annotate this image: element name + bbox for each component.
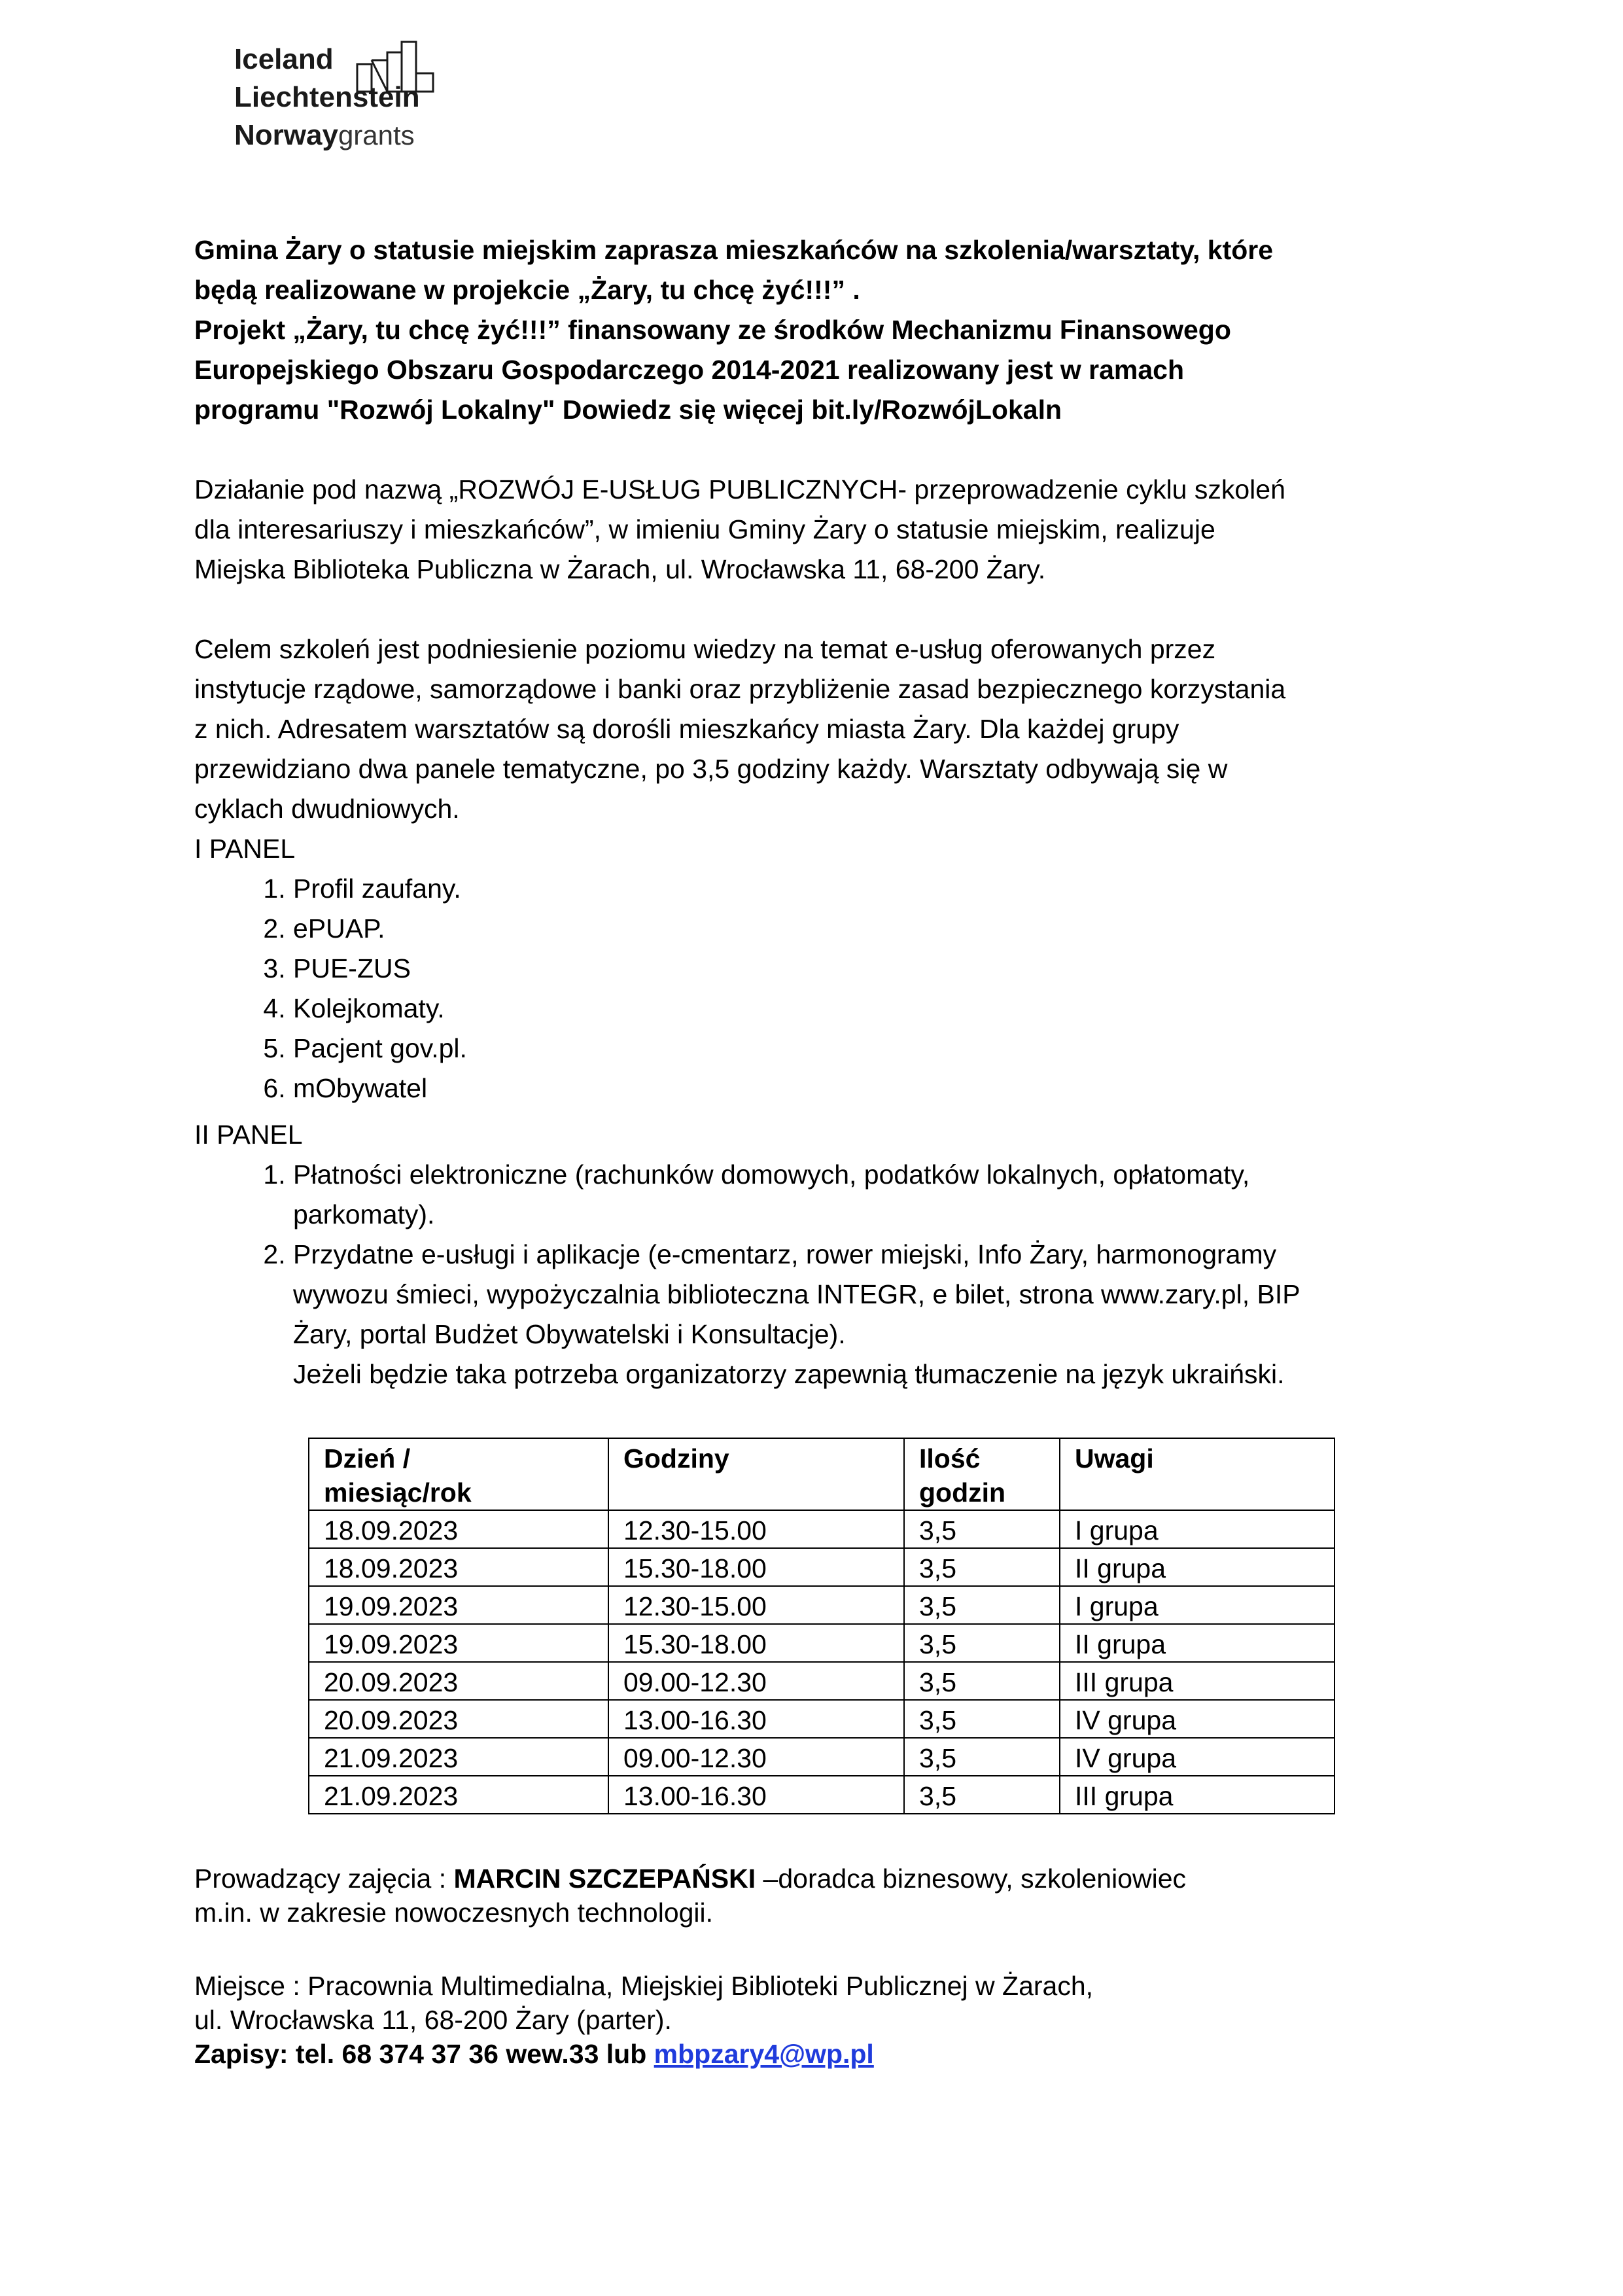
table-header-row: [309, 1438, 1335, 1510]
panel-2-title: II PANEL: [194, 1120, 303, 1150]
table-row: [309, 1510, 1335, 1548]
lecturer-name: MARCIN SZCZEPAŃSKI: [453, 1863, 756, 1894]
cell-hours: 09.00-12.30: [608, 1738, 904, 1776]
list-item: 2. ePUAP.: [293, 909, 1450, 949]
grants-mark-icon: [356, 41, 437, 93]
place-info: Miejsce : Pracownia Multimedialna, Miejskiej Biblioteki Publicznej w Żarach, ul. Wrocławska 11, 68-200 Żary (parter).: [194, 1971, 1094, 2035]
header-notes: Uwagi: [1060, 1438, 1335, 1510]
table-row: [309, 1548, 1335, 1586]
header-count: Ilość godzin: [904, 1438, 1060, 1510]
cell-notes: III grupa: [1060, 1662, 1335, 1700]
cell-count: 3,5: [904, 1624, 1060, 1662]
cell-count: 3,5: [904, 1510, 1060, 1548]
cell-notes: III grupa: [1060, 1776, 1335, 1814]
cell-date: 20.09.2023: [309, 1662, 608, 1700]
intro-paragraph: Gmina Żary o statusie miejskim zaprasza mieszkańców na szkolenia/warsztaty, które będą realizowane w projekcie „Żary, tu chcę żyć!!!” . Projekt „Żary, tu chcę żyć!!!” finansowany ze środków Mechanizmu Finansowego Europejskiego Obszaru Gospodarczego 2014-2021 realizowany jest w ramach programu "Rozwój Lokalny" Dowiedz się więcej bit.ly/RozwójLokaln: [194, 235, 1274, 425]
list-item: 2. Przydatne e-usługi i aplikacje (e-cmentarz, rower miejski, Info Żary, harmonogramy wywozu śmieci, wypożyczalnia biblioteczna INTEGR, e bilet, strona www.zary.pl, BIP Żary, portal Budżet Obywatelski i Konsultacje).: [293, 1235, 1450, 1354]
table-row: [309, 1700, 1335, 1738]
cell-hours: 15.30-18.00: [608, 1624, 904, 1662]
logo-line-norway: Norwaygrants: [234, 119, 415, 151]
cell-count: 3,5: [904, 1700, 1060, 1738]
list-item: 1. Profil zaufany.: [293, 869, 1450, 909]
logo-line-liechtenstein: Liechtenstein: [234, 81, 420, 113]
cell-count: 3,5: [904, 1738, 1060, 1776]
goal-paragraph: Celem szkoleń jest podniesienie poziomu wiedzy na temat e-usług oferowanych przez instytucje rządowe, samorządowe i banki oraz przybliżenie zasad bezpiecznego korzystania z nich. Adresatem warsztatów są dorośli mieszkańcy miasta Żary. Dla każdej grupy przewidziano dwa panele tematyczne, po 3,5 godziny każdy. Warsztaty odbywają się w cyklach dwudniowych.: [194, 634, 1286, 824]
cell-notes: I grupa: [1060, 1510, 1335, 1548]
list-item: 1. Płatności elektroniczne (rachunków domowych, podatków lokalnych, opłatomaty, parkomaty).: [293, 1155, 1450, 1235]
panel-2-list: [194, 1155, 1450, 1354]
cell-notes: I grupa: [1060, 1586, 1335, 1624]
list-item: 5. Pacjent gov.pl.: [293, 1029, 1450, 1069]
logo-line-iceland: Iceland: [234, 43, 334, 75]
table-row: [309, 1624, 1335, 1662]
cell-date: 21.09.2023: [309, 1776, 608, 1814]
cell-hours: 12.30-15.00: [608, 1586, 904, 1624]
translation-note: Jeżeli będzie taka potrzeba organizatorzy zapewnią tłumaczenie na język ukraiński.: [293, 1359, 1285, 1389]
eea-grants-logo: [234, 41, 444, 185]
list-item: 3. PUE-ZUS: [293, 949, 1450, 989]
table-row: [309, 1662, 1335, 1700]
cell-count: 3,5: [904, 1548, 1060, 1586]
email-link[interactable]: mbpzary4@wp.pl: [654, 2039, 874, 2069]
cell-hours: 15.30-18.00: [608, 1548, 904, 1586]
table-row: [309, 1738, 1335, 1776]
signup-info: Zapisy: tel. 68 374 37 36 wew.33 lub mbpzary4@wp.pl: [194, 2039, 874, 2069]
lecturer-info: Prowadzący zajęcia : MARCIN SZCZEPAŃSKI –doradca biznesowy, szkoleniowiec m.in. w zakresie nowoczesnych technologii.: [194, 1863, 1187, 1928]
table-row: [309, 1776, 1335, 1814]
cell-notes: IV grupa: [1060, 1700, 1335, 1738]
cell-hours: 13.00-16.30: [608, 1700, 904, 1738]
panel-1-list: [194, 869, 1450, 1108]
cell-count: 3,5: [904, 1662, 1060, 1700]
cell-date: 19.09.2023: [309, 1586, 608, 1624]
cell-hours: 13.00-16.30: [608, 1776, 904, 1814]
cell-notes: IV grupa: [1060, 1738, 1335, 1776]
cell-notes: II grupa: [1060, 1624, 1335, 1662]
cell-notes: II grupa: [1060, 1548, 1335, 1586]
action-paragraph: Działanie pod nazwą „ROZWÓJ E-USŁUG PUBLICZNYCH- przeprowadzenie cyklu szkoleń dla interesariuszy i mieszkańców”, w imieniu Gminy Żary o statusie miejskim, realizuje Miejska Biblioteka Publiczna w Żarach, ul. Wrocławska 11, 68-200 Żary.: [194, 474, 1285, 584]
document-body: [194, 230, 1450, 2071]
cell-hours: 12.30-15.00: [608, 1510, 904, 1548]
table-row: [309, 1586, 1335, 1624]
header-hours: Godziny: [608, 1438, 904, 1510]
cell-date: 18.09.2023: [309, 1510, 608, 1548]
cell-date: 18.09.2023: [309, 1548, 608, 1586]
cell-date: 21.09.2023: [309, 1738, 608, 1776]
cell-date: 19.09.2023: [309, 1624, 608, 1662]
cell-count: 3,5: [904, 1776, 1060, 1814]
panel-1-title: I PANEL: [194, 834, 296, 864]
list-item: 4. Kolejkomaty.: [293, 989, 1450, 1029]
schedule-table: [308, 1438, 1335, 1814]
header-date: Dzień / miesiąc/rok: [309, 1438, 608, 1510]
cell-count: 3,5: [904, 1586, 1060, 1624]
cell-date: 20.09.2023: [309, 1700, 608, 1738]
list-item: 6. mObywatel: [293, 1069, 1450, 1108]
cell-hours: 09.00-12.30: [608, 1662, 904, 1700]
